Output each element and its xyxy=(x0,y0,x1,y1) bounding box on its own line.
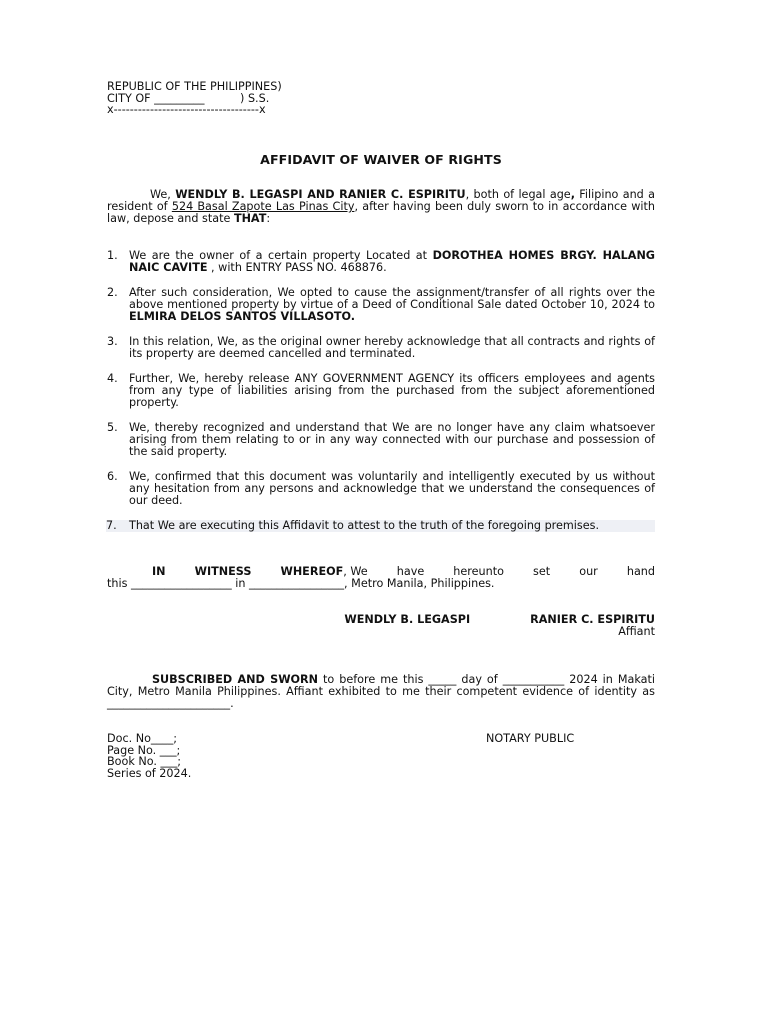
intro-colon: : xyxy=(266,212,271,225)
intro-paragraph xyxy=(107,189,655,225)
signer-name: RANIER C. ESPIRITU xyxy=(530,613,655,626)
item-text: We, thereby recognized and understand that We are no longer have any claim whatsoever arising from them relating to or in any way connected with our purchase and possession of the said property. xyxy=(129,421,655,458)
witness-word: hereunto xyxy=(453,565,504,578)
witness-word: , We xyxy=(343,565,368,578)
list-item xyxy=(107,336,655,360)
witness-word: our xyxy=(579,565,598,578)
notary-public-label: NOTARY PUBLIC xyxy=(486,732,575,745)
intro-that: THAT xyxy=(233,212,267,225)
intro-text-2: , both of legal age xyxy=(465,188,571,201)
series-year: Series of 2024. xyxy=(107,766,192,780)
item-bold-text: ELMIRA DELOS SANTOS VILLASOTO. xyxy=(129,310,355,323)
item-number: 2. xyxy=(107,286,118,299)
item-text: We are the owner of a certain property Located at xyxy=(129,249,433,262)
intro-comma: , xyxy=(570,188,575,201)
witness-word: WHEREOF xyxy=(280,565,344,578)
list-item xyxy=(107,287,655,323)
item-number: 4. xyxy=(107,372,118,385)
document-title: AFFIDAVIT OF WAIVER OF RIGHTS xyxy=(260,152,502,167)
item-number: 3. xyxy=(107,335,118,348)
doc-number: Doc. No____; xyxy=(107,732,178,745)
item-text-end: , with ENTRY PASS NO. 468876. xyxy=(207,261,387,274)
list-item xyxy=(107,471,655,507)
intro-text-4: , after having been duly sworn to in accordance with law, depose and state xyxy=(107,200,656,225)
item-text: We, confirmed that this document was voluntarily and intelligently executed by us without any hesitation from any persons and acknowledge that we understand the consequences of our deed. xyxy=(129,470,655,507)
list-item xyxy=(107,422,655,458)
affiant-names: WENDLY B. LEGASPI AND RANIER C. ESPIRITU xyxy=(175,188,466,201)
witness-clause xyxy=(107,566,655,590)
signer-name: WENDLY B. LEGASPI xyxy=(344,613,471,626)
statement-list xyxy=(107,250,655,545)
jurat-text: to before me this _____ day of ___________ 2024 in Makati City, Metro Manila Philippines. Affiant exhibited to me their competent evidence of identity as ______________________. xyxy=(107,673,655,710)
item-number: 6. xyxy=(107,470,118,483)
jurat-heading: SUBSCRIBED AND SWORN xyxy=(152,673,319,686)
jurat-paragraph xyxy=(107,674,655,710)
header-divider: x------------------------------------x xyxy=(107,103,266,116)
item-text: Further, We, hereby release ANY GOVERNMENT AGENCY its officers employees and agents from any type of liabilities arising from the purchased from the subject aforementioned property. xyxy=(129,372,655,409)
page-number: Page No. ___; xyxy=(107,743,181,757)
item-number: 5. xyxy=(107,421,118,434)
list-item xyxy=(107,250,655,274)
witness-word: set xyxy=(533,565,551,578)
item-text: After such consideration, We opted to cause the assignment/transfer of all rights over the above mentioned property by virtue of a Deed of Conditional Sale dated October 10, 2024 to xyxy=(129,286,655,311)
affiant-label: Affiant xyxy=(618,625,655,638)
item-number: 1. xyxy=(107,249,118,262)
witness-word: WITNESS xyxy=(194,565,252,578)
item-bold-text: DOROTHEA HOMES BRGY. HALANG NAIC CAVITE xyxy=(129,249,655,274)
header-republic: REPUBLIC OF THE PHILIPPINES) xyxy=(107,80,282,93)
book-number: Book No. ___; xyxy=(107,755,182,768)
header-city: CITY OF _________ ) S.S. xyxy=(107,91,270,105)
intro-text-3: Filipino and a resident of xyxy=(107,188,655,213)
item-text: That We are executing this Affidavit to attest to the truth of the foregoing premises. xyxy=(129,519,600,532)
item-text: In this relation, We, as the original owner hereby acknowledge that all contracts and rights of its property are deemed cancelled and terminated. xyxy=(129,335,655,360)
signature-block xyxy=(107,614,655,638)
affiant-address: 524 Basal Zapote Las Pinas City xyxy=(171,200,355,213)
list-item xyxy=(107,373,655,409)
item-number: 7. xyxy=(106,519,117,532)
intro-text-1: We, xyxy=(150,188,176,201)
witness-word: have xyxy=(396,565,425,578)
witness-word: IN xyxy=(152,565,166,578)
venue-header xyxy=(107,81,282,116)
notarial-register xyxy=(107,733,191,779)
list-item xyxy=(106,520,655,532)
witness-word: hand xyxy=(626,565,655,578)
affidavit-page xyxy=(107,0,655,1024)
witness-date-place: this __________________ in _________________, Metro Manila, Philippines. xyxy=(107,577,495,590)
